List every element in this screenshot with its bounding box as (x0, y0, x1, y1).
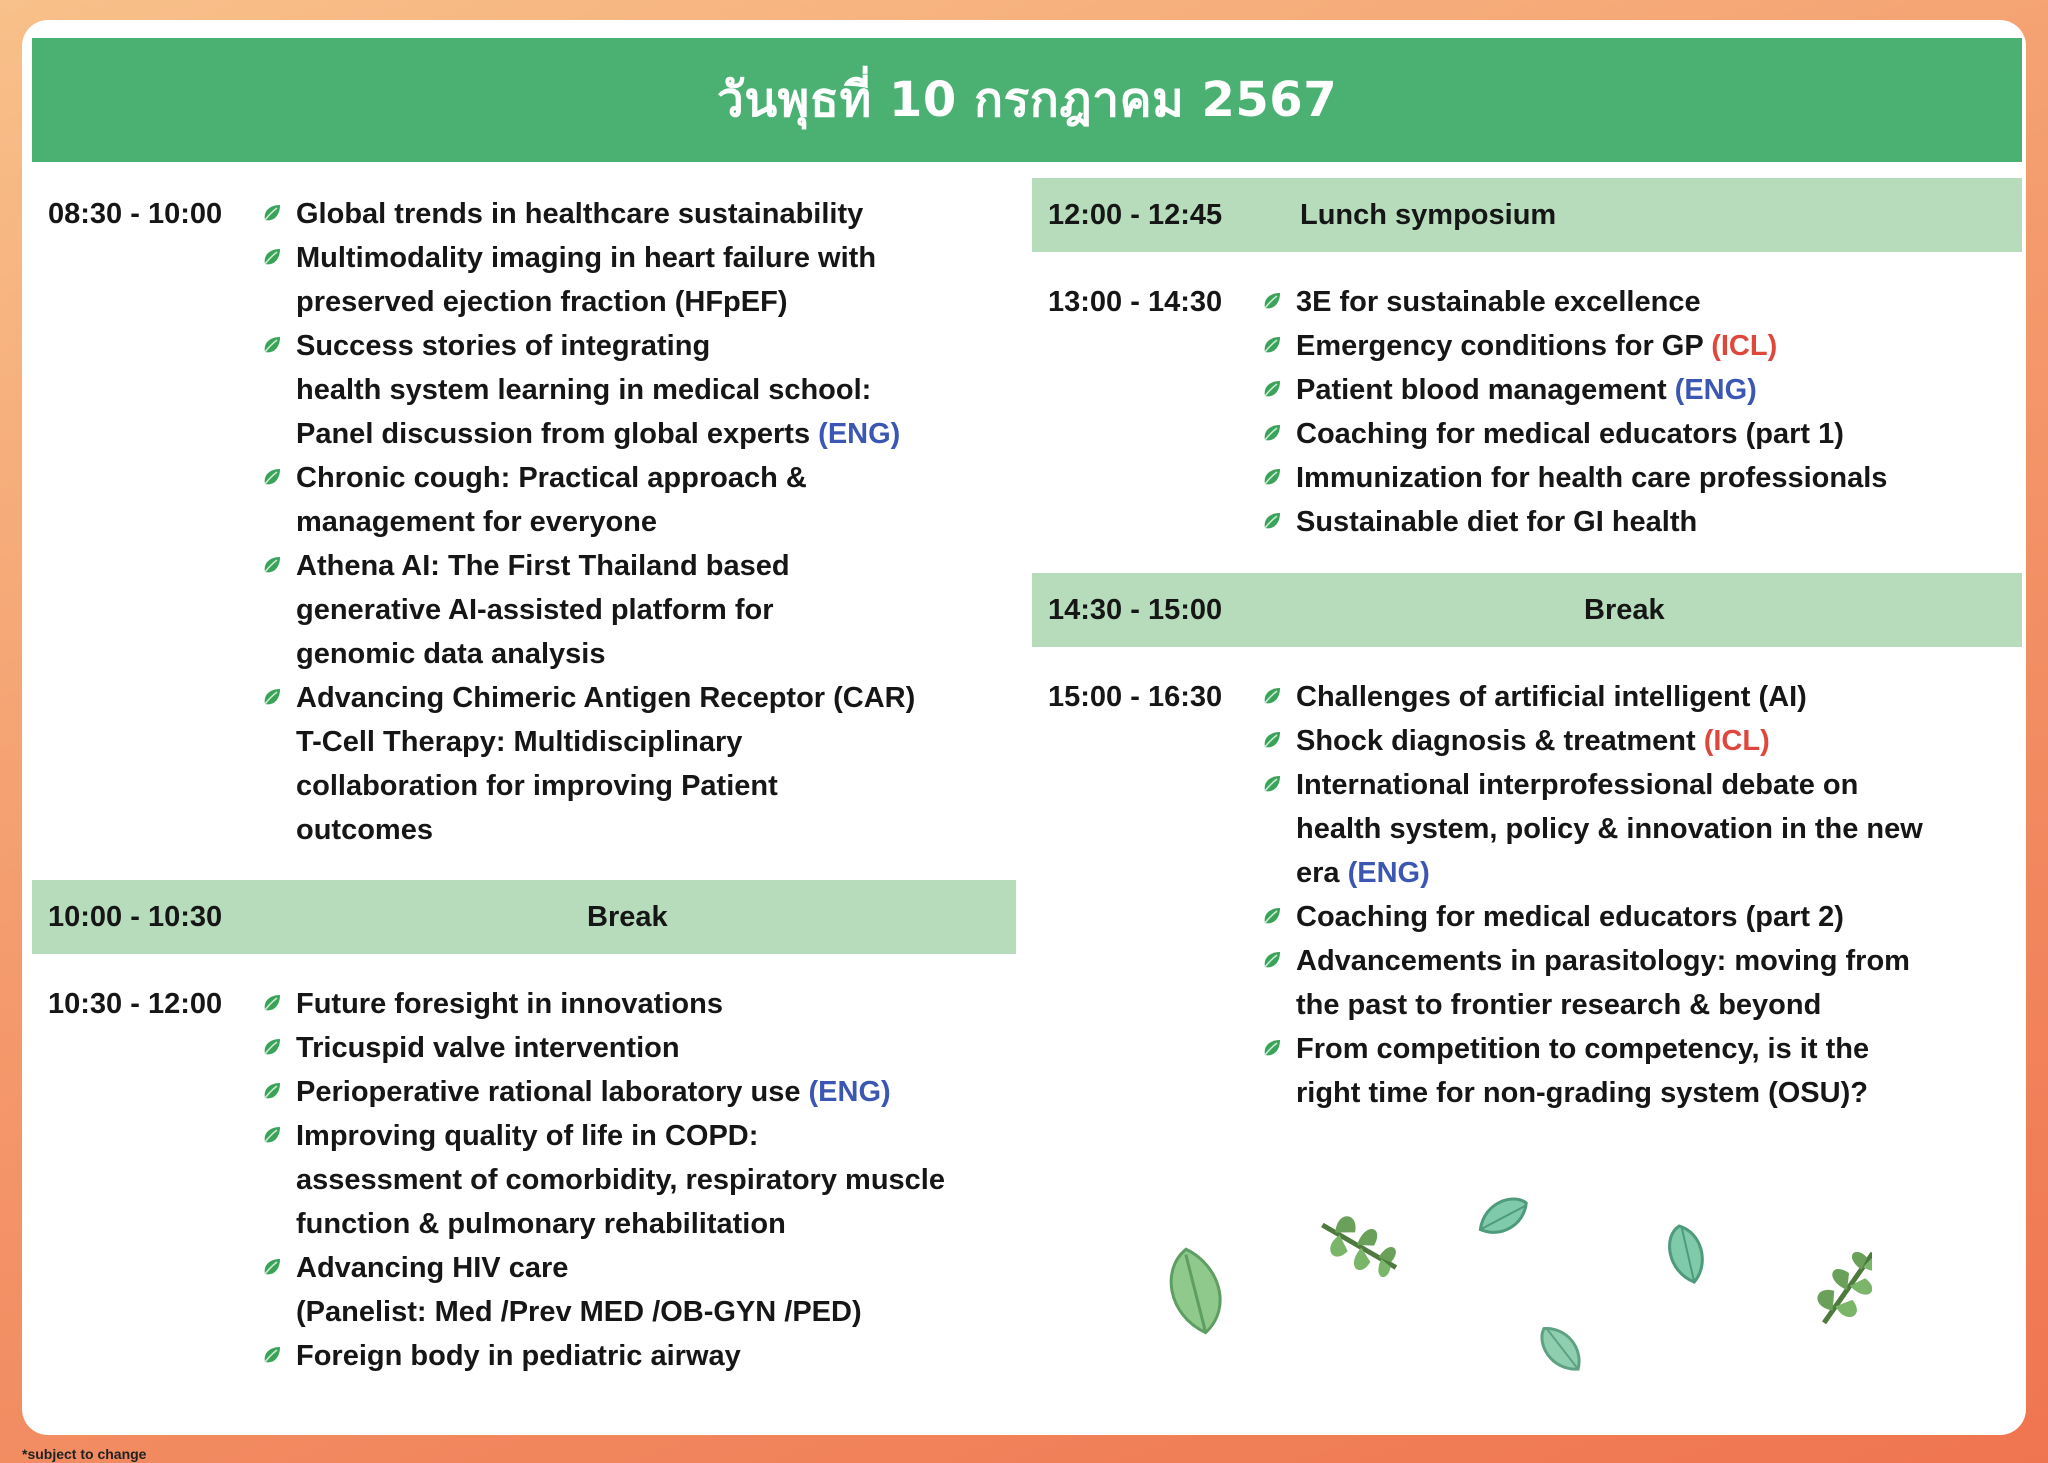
footnote: *subject to change (22, 1446, 147, 1462)
topic-text: Athena AI: The First Thailand based (296, 550, 790, 582)
topic-line (1296, 412, 1887, 456)
topic-text: management for everyone (296, 506, 658, 538)
topic-line (296, 1334, 945, 1378)
topic-item (262, 544, 915, 676)
topic-text: Advancements in parasitology: moving from (1296, 945, 1910, 977)
session-1030 (32, 982, 1032, 1402)
topic-item (262, 456, 915, 544)
topic-text: Future foresight in innovations (296, 988, 723, 1020)
topic-text: Foreign body in pediatric airway (296, 1340, 741, 1372)
topic-item (1262, 456, 1887, 500)
topic-item (262, 324, 915, 456)
topic-line (296, 588, 915, 632)
session-topic-list (1262, 675, 1923, 1115)
topic-line (1296, 939, 1923, 983)
day-title: วันพุธที่ 10 กรกฎาคม 2567 (716, 72, 1338, 128)
session-1300 (1032, 280, 2022, 570)
topic-item (1262, 412, 1887, 456)
topic-line (296, 1290, 945, 1334)
topic-text: function & pulmonary rehabilitation (296, 1208, 786, 1240)
topic-text: Perioperative rational laboratory use (296, 1076, 809, 1108)
leaf-bullet-icon (1262, 335, 1282, 355)
branch-icon (1806, 1241, 1872, 1335)
topic-line (296, 280, 915, 324)
eng-tag: (ENG) (818, 418, 901, 450)
topic-text: Shock diagnosis & treatment (1296, 725, 1704, 757)
leaf-bullet-icon (262, 467, 282, 487)
break-time: 14:30 - 15:00 (1048, 594, 1223, 626)
topic-line (1296, 1071, 1923, 1115)
topic-text: From competition to competency, is it the (1296, 1033, 1870, 1065)
agenda-card (22, 20, 2026, 1435)
topic-line (1296, 983, 1923, 1027)
topic-line (296, 1202, 945, 1246)
leaf-bullet-icon (1262, 774, 1282, 794)
topic-line (296, 1246, 945, 1290)
session-topic-list (1262, 280, 1887, 544)
topic-line (296, 1158, 945, 1202)
topic-line (296, 324, 915, 368)
topic-text: Emergency conditions for GP (1296, 330, 1712, 362)
topic-item (1262, 324, 1887, 368)
topic-text: Global trends in healthcare sustainability (296, 198, 864, 230)
topic-text: preserved ejection fraction (HFpEF) (296, 286, 788, 318)
topic-text: assessment of comorbidity, respiratory muscle (296, 1164, 945, 1196)
topic-item (262, 676, 915, 852)
topic-text: Improving quality of life in COPD: (296, 1120, 759, 1152)
topic-text: Panel discussion from global experts (296, 418, 819, 450)
leaf-bullet-icon (262, 1081, 282, 1101)
topic-text: health system learning in medical school: (296, 374, 872, 406)
topic-text: Immunization for health care professionals (1296, 462, 1888, 494)
topic-line (296, 412, 915, 456)
break-time: 10:00 - 10:30 (48, 901, 223, 933)
topic-line (296, 1070, 945, 1114)
leaf-bullet-icon (1262, 686, 1282, 706)
session-1500 (1032, 675, 2022, 1145)
topic-item (1262, 500, 1887, 544)
topic-line (1296, 763, 1923, 807)
session-time: 08:30 - 10:00 (48, 198, 223, 230)
eng-tag: (ENG) (1347, 857, 1430, 889)
topic-text: Sustainable diet for GI health (1296, 506, 1698, 538)
topic-text: right time for non-grading system (OSU)? (1296, 1077, 1868, 1109)
lunch-time: 12:00 - 12:45 (1048, 199, 1223, 231)
topic-item (262, 982, 945, 1026)
leaf-bullet-icon (1262, 730, 1282, 750)
session-time: 15:00 - 16:30 (1048, 681, 1223, 713)
lunch-band-1200 (1032, 178, 2022, 252)
topic-text: Multimodality imaging in heart failure with (296, 242, 877, 274)
session-topic-list (262, 192, 915, 852)
topic-item (262, 1026, 945, 1070)
leaf-icon (1533, 1320, 1588, 1378)
topic-line (1296, 500, 1887, 544)
topic-item (262, 1334, 945, 1378)
leaf-bullet-icon (1262, 291, 1282, 311)
day-header (32, 38, 2022, 162)
topic-line (296, 764, 915, 808)
topic-text: era (1296, 857, 1348, 889)
topic-text: Coaching for medical educators (part 1) (1296, 418, 1844, 450)
session-0830 (32, 192, 1032, 872)
leaf-bullet-icon (1262, 467, 1282, 487)
leaf-bullet-icon (1262, 906, 1282, 926)
topic-line (296, 236, 915, 280)
leaf-bullet-icon (262, 555, 282, 575)
topic-item (1262, 895, 1923, 939)
leaf-icon (1473, 1191, 1533, 1241)
leaf-bullet-icon (262, 1125, 282, 1145)
topic-line (296, 544, 915, 588)
topic-item (1262, 1027, 1923, 1115)
topic-text: outcomes (296, 814, 433, 846)
break-label: Break (587, 901, 668, 933)
topic-line (296, 368, 915, 412)
topic-line (296, 500, 915, 544)
topic-line (296, 192, 915, 236)
topic-text: Coaching for medical educators (part 2) (1296, 901, 1844, 933)
topic-line (296, 720, 915, 764)
topic-text: the past to frontier research & beyond (1296, 989, 1822, 1021)
topic-text: collaboration for improving Patient (296, 770, 778, 802)
topic-text: Patient blood management (1296, 374, 1675, 406)
topic-text: Advancing Chimeric Antigen Receptor (CAR) (296, 682, 916, 714)
topic-item (1262, 675, 1923, 719)
topic-item (262, 1246, 945, 1334)
topic-text: generative AI-assisted platform for (296, 594, 774, 626)
topic-line (1296, 1027, 1923, 1071)
topic-line (296, 982, 945, 1026)
leaf-bullet-icon (262, 335, 282, 355)
lunch-label: Lunch symposium (1300, 199, 1557, 231)
topic-item (1262, 939, 1923, 1027)
break-label: Break (1584, 594, 1665, 626)
leaf-bullet-icon (262, 1037, 282, 1057)
leaf-icon (1160, 1243, 1232, 1339)
topic-line (1296, 895, 1923, 939)
session-time: 10:30 - 12:00 (48, 988, 223, 1020)
topic-text: T-Cell Therapy: Multidisciplinary (296, 726, 743, 758)
topic-text: Tricuspid valve intervention (296, 1032, 680, 1064)
icl-tag: (ICL) (1711, 330, 1778, 362)
topic-line (1296, 719, 1923, 763)
session-topic-list (262, 982, 945, 1378)
topic-item (262, 192, 915, 236)
topic-item (1262, 763, 1923, 895)
topic-line (296, 632, 915, 676)
leaf-bullet-icon (262, 1257, 282, 1277)
topic-line (1296, 851, 1923, 895)
leaf-bullet-icon (1262, 511, 1282, 531)
topic-line (1296, 456, 1887, 500)
topic-line (296, 808, 915, 852)
leaf-bullet-icon (1262, 1038, 1282, 1058)
topic-text: (Panelist: Med /Prev MED /OB-GYN /PED) (296, 1296, 862, 1328)
icl-tag: (ICL) (1703, 725, 1770, 757)
topic-line (296, 1114, 945, 1158)
topic-line (1296, 280, 1887, 324)
topic-line (296, 1026, 945, 1070)
leaf-bullet-icon (262, 993, 282, 1013)
topic-text: Challenges of artificial intelligent (AI) (1296, 681, 1807, 713)
topic-line (296, 456, 915, 500)
leaf-bullet-icon (1262, 379, 1282, 399)
leaf-bullet-icon (262, 247, 282, 267)
topic-line (1296, 807, 1923, 851)
topic-text: health system, policy & innovation in the new (1296, 813, 1923, 845)
topic-text: International interprofessional debate on (1296, 769, 1859, 801)
topic-item (1262, 719, 1923, 763)
leaf-bullet-icon (262, 203, 282, 223)
topic-text: Success stories of integrating (296, 330, 711, 362)
branch-icon (1312, 1206, 1407, 1286)
leaf-icon (1664, 1222, 1709, 1286)
topic-text: 3E for sustainable excellence (1296, 286, 1701, 318)
topic-line (1296, 675, 1923, 719)
break-band-1000 (32, 880, 1016, 954)
topic-text: Advancing HIV care (296, 1252, 569, 1284)
leaf-bullet-icon (262, 1345, 282, 1365)
leaves-decoration (1152, 1185, 1872, 1395)
topic-item (262, 236, 915, 324)
break-band-1430 (1032, 573, 2022, 647)
topic-item (262, 1114, 945, 1246)
topic-line (1296, 368, 1887, 412)
topic-item (1262, 280, 1887, 324)
topic-line (296, 676, 915, 720)
leaf-bullet-icon (1262, 950, 1282, 970)
topic-line (1296, 324, 1887, 368)
eng-tag: (ENG) (1674, 374, 1757, 406)
topic-text: Chronic cough: Practical approach & (296, 462, 807, 494)
topic-item (1262, 368, 1887, 412)
session-time: 13:00 - 14:30 (1048, 286, 1223, 318)
leaf-bullet-icon (1262, 423, 1282, 443)
topic-item (262, 1070, 945, 1114)
topic-text: genomic data analysis (296, 638, 606, 670)
leaf-bullet-icon (262, 687, 282, 707)
eng-tag: (ENG) (808, 1076, 891, 1108)
